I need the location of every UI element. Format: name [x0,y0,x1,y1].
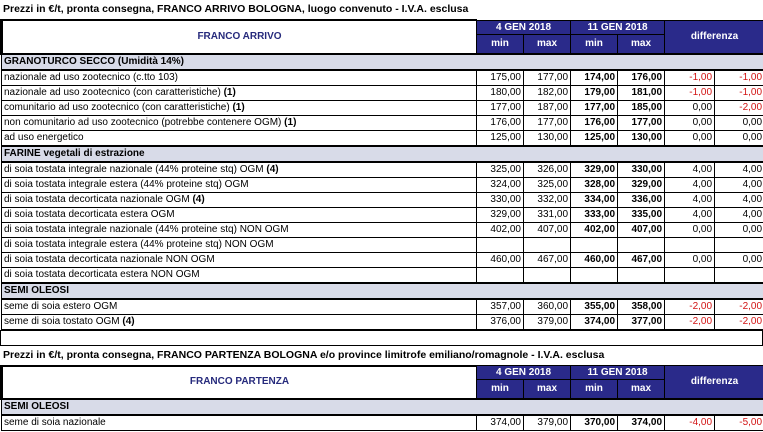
prev-min-cell: 376,00 [477,314,524,329]
min-header-3: min [571,34,618,54]
max-header-2: max [524,380,571,400]
diff-min-cell: 4,00 [665,192,715,207]
product-name: non comunitario ad uso zootecnico (potrebbe contenere OGM) [4,116,282,128]
max-header-2: max [524,34,571,54]
prev-min-cell: 324,00 [477,177,524,192]
curr-max-cell: 130,00 [618,130,665,146]
prev-min-cell: 175,00 [477,70,524,86]
difference-header: differenza [665,20,763,54]
table-row [2,314,763,329]
date-col-2: 11 GEN 2018 [571,20,665,34]
min-header-3: min [571,380,618,400]
prev-min-cell: 374,00 [477,415,524,431]
prev-max-cell: 331,00 [524,207,571,222]
curr-min-cell: 333,00 [571,207,618,222]
footnote-ref: (1) [284,116,297,128]
table-row [2,115,763,130]
curr-min-cell [571,267,618,283]
curr-min-cell: 177,00 [571,100,618,115]
product-name: comunitario ad uso zootecnico (con caratteristiche) [4,101,230,113]
prev-max-cell: 379,00 [524,314,571,329]
product-label [2,314,477,329]
product-name: seme di soia tostato OGM [4,315,120,327]
prev-min-cell [477,237,524,252]
product-name: di soia tostata decorticata nazionale NON OGM [4,253,215,265]
product-name: di soia tostata integrale nazionale (44% proteine stq) OGM [4,163,264,175]
section-title: SEMI OLEOSI [2,283,763,299]
prev-max-cell: 325,00 [524,177,571,192]
product-label [2,222,477,237]
table-row [2,207,763,222]
table-row [2,222,763,237]
curr-max-cell: 358,00 [618,299,665,315]
prev-min-cell: 330,00 [477,192,524,207]
product-label [2,85,477,100]
prev-max-cell: 326,00 [524,162,571,178]
table-row [2,267,763,283]
product-name: nazionale ad uso zootecnico (c.tto 103) [4,71,178,83]
product-label [2,267,477,283]
diff-min-cell: 0,00 [665,222,715,237]
product-label [2,130,477,146]
diff-max-cell: -1,00 [715,85,763,100]
product-label [2,192,477,207]
curr-max-cell: 176,00 [618,70,665,86]
table-row [2,70,763,86]
diff-min-cell: 4,00 [665,177,715,192]
prev-max-cell: 130,00 [524,130,571,146]
date-col-1: 4 GEN 2018 [477,20,571,34]
prev-min-cell: 180,00 [477,85,524,100]
prev-max-cell: 379,00 [524,415,571,431]
prev-max-cell [524,267,571,283]
product-label [2,177,477,192]
curr-max-cell: 467,00 [618,252,665,267]
prev-max-cell: 177,00 [524,70,571,86]
section-row [2,399,763,415]
product-name: di soia tostata integrale nazionale (44% proteine stq) NON OGM [4,223,289,235]
curr-min-cell: 374,00 [571,314,618,329]
curr-min-cell: 460,00 [571,252,618,267]
diff-min-cell: -2,00 [665,314,715,329]
prev-max-cell: 182,00 [524,85,571,100]
product-label [2,415,477,431]
section-title: SEMI OLEOSI [2,399,763,415]
footnote-ref: (4) [122,315,135,327]
footnote-ref: (1) [232,101,245,113]
table-row [2,192,763,207]
table-row [2,130,763,146]
curr-max-cell: 336,00 [618,192,665,207]
product-label [2,115,477,130]
prev-min-cell: 177,00 [477,100,524,115]
footnote-ref: (4) [266,163,279,175]
curr-min-cell [571,237,618,252]
date-col-2: 11 GEN 2018 [571,366,665,380]
diff-max-cell: -2,00 [715,100,763,115]
gap [0,330,763,346]
prev-min-cell [477,267,524,283]
diff-min-cell: 4,00 [665,162,715,178]
diff-min-cell: -2,00 [665,299,715,315]
banner-title: FRANCO PARTENZA [2,366,477,400]
curr-max-cell: 181,00 [618,85,665,100]
prev-max-cell: 467,00 [524,252,571,267]
product-label [2,252,477,267]
header-row-dates [2,366,763,380]
diff-max-cell: -5,00 [715,415,763,431]
diff-max-cell: 4,00 [715,192,763,207]
header-row-dates [2,20,763,34]
table-row [2,237,763,252]
curr-max-cell [618,237,665,252]
product-label [2,207,477,222]
product-name: di soia tostata integrale estera (44% proteine stq) OGM [4,178,249,190]
section-title: GRANOTURCO SECCO (Umidità 14%) [2,54,763,70]
prev-min-cell: 176,00 [477,115,524,130]
banner-title: FRANCO ARRIVO [2,20,477,54]
product-name: seme di soia estero OGM [4,300,118,312]
diff-max-cell: -1,00 [715,70,763,86]
product-label [2,162,477,178]
prev-max-cell [524,237,571,252]
product-label [2,70,477,86]
curr-max-cell [618,267,665,283]
curr-min-cell: 179,00 [571,85,618,100]
prev-max-cell: 407,00 [524,222,571,237]
curr-min-cell: 176,00 [571,115,618,130]
table-row [2,162,763,178]
prev-min-cell: 329,00 [477,207,524,222]
diff-max-cell: -2,00 [715,299,763,315]
product-name: di soia tostata integrale estera (44% proteine stq) NON OGM [4,238,274,250]
curr-max-cell: 377,00 [618,314,665,329]
prev-max-cell: 360,00 [524,299,571,315]
diff-max-cell [715,237,763,252]
prev-max-cell: 177,00 [524,115,571,130]
diff-max-cell: 0,00 [715,222,763,237]
curr-min-cell: 402,00 [571,222,618,237]
diff-min-cell: 0,00 [665,130,715,146]
partenza-table [0,365,763,432]
max-header-4: max [618,380,665,400]
product-name: ad uso energetico [4,131,84,143]
diff-min-cell [665,237,715,252]
diff-max-cell: 0,00 [715,115,763,130]
min-header-1: min [477,380,524,400]
max-header-4: max [618,34,665,54]
curr-min-cell: 125,00 [571,130,618,146]
product-name: di soia tostata decorticata estera OGM [4,208,175,220]
date-col-1: 4 GEN 2018 [477,366,571,380]
difference-header: differenza [665,366,763,400]
prev-max-cell: 187,00 [524,100,571,115]
diff-max-cell: 0,00 [715,130,763,146]
diff-max-cell: 4,00 [715,162,763,178]
table-row [2,299,763,315]
diff-max-cell [715,267,763,283]
prev-min-cell: 460,00 [477,252,524,267]
prev-min-cell: 325,00 [477,162,524,178]
diff-max-cell: 0,00 [715,252,763,267]
curr-max-cell: 330,00 [618,162,665,178]
arrivo-table [0,19,763,330]
curr-max-cell: 407,00 [618,222,665,237]
diff-min-cell: 0,00 [665,115,715,130]
diff-max-cell: -2,00 [715,314,763,329]
table-row [2,252,763,267]
diff-max-cell: 4,00 [715,207,763,222]
diff-min-cell: 0,00 [665,252,715,267]
product-name: nazionale ad uso zootecnico (con caratteristiche) [4,86,221,98]
curr-min-cell: 174,00 [571,70,618,86]
product-name: di soia tostata decorticata estera NON OGM [4,268,200,280]
curr-max-cell: 177,00 [618,115,665,130]
section-row [2,283,763,299]
arrivo-caption: Prezzi in €/t, pronta consegna, FRANCO ARRIVO BOLOGNA, luogo convenuto - I.V.A. esclusa [3,3,469,15]
product-label [2,100,477,115]
footnote-ref: (4) [192,193,205,205]
prev-min-cell: 402,00 [477,222,524,237]
footnote-ref: (1) [223,86,236,98]
diff-min-cell: -4,00 [665,415,715,431]
product-name: seme di soia nazionale [4,417,106,428]
curr-max-cell: 335,00 [618,207,665,222]
curr-max-cell: 329,00 [618,177,665,192]
table-row [2,415,763,431]
table-row [2,100,763,115]
product-name: di soia tostata decorticata nazionale OGM [4,193,190,205]
table-row [2,85,763,100]
curr-min-cell: 355,00 [571,299,618,315]
diff-min-cell: 0,00 [665,100,715,115]
prev-max-cell: 332,00 [524,192,571,207]
diff-min-cell: -1,00 [665,85,715,100]
section-row [2,146,763,162]
min-header-1: min [477,34,524,54]
prev-min-cell: 357,00 [477,299,524,315]
diff-max-cell: 4,00 [715,177,763,192]
prev-min-cell: 125,00 [477,130,524,146]
curr-min-cell: 334,00 [571,192,618,207]
diff-min-cell: -1,00 [665,70,715,86]
table-row [2,177,763,192]
curr-min-cell: 370,00 [571,415,618,431]
product-label [2,299,477,315]
diff-min-cell [665,267,715,283]
product-label [2,237,477,252]
section-title: FARINE vegetali di estrazione [2,146,763,162]
partenza-caption: Prezzi in €/t, pronta consegna, FRANCO PARTENZA BOLOGNA e/o province limitrofe emiliano/romagnole - I.V.A. esclusa [3,348,605,361]
curr-max-cell: 185,00 [618,100,665,115]
diff-min-cell: 4,00 [665,207,715,222]
curr-min-cell: 328,00 [571,177,618,192]
section-row [2,54,763,70]
curr-min-cell: 329,00 [571,162,618,178]
curr-max-cell: 374,00 [618,415,665,431]
